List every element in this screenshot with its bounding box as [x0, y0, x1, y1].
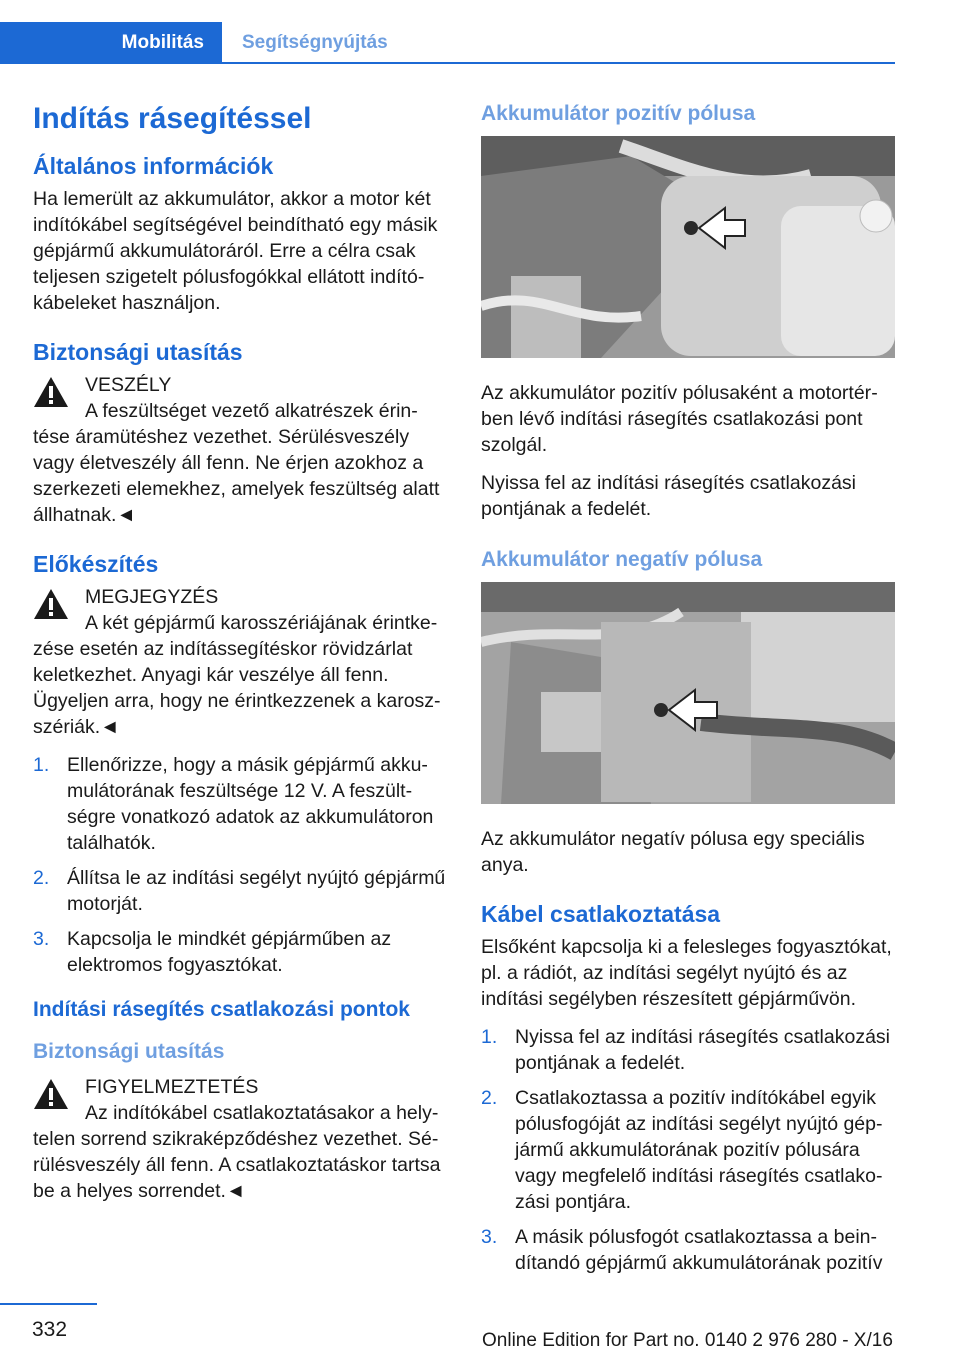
- page-number: 332: [32, 1318, 68, 1341]
- left-column: [33, 100, 447, 1216]
- danger-block: [33, 372, 447, 528]
- header-divider: [222, 62, 895, 64]
- negative-text: Az akkumulátor negatív pólusa egy speciális anya.: [481, 828, 865, 876]
- warning-label: FIGYELMEZTETÉS: [85, 1076, 259, 1098]
- engine-bay-image: [481, 582, 895, 804]
- prep-heading: Előkészítés: [33, 551, 159, 577]
- cable-text: Elsőként kapcsolja ki a felesleges fogyasztókat, pl. a rádiót, az indítási segélyt nyújtó és az indítási segélyben részesített gépjárművön.: [481, 936, 892, 1010]
- danger-label: VESZÉLY: [85, 374, 172, 396]
- list-item: 1. Ellenőrizze, hogy a másik gépjármű akkumulátorának feszültsége 12 V. A feszültségre vonatkozó adatok az akkumulátoron találhatók.: [33, 754, 434, 854]
- danger-text: A feszültséget vezető alkatrészek érintése áramütéshez vezethet. Sérülésveszély vagy életveszély áll fenn. Ne érjen azokhoz a szerkezeti elemekhez, amelyek feszültség alatt állhatnak.◄: [33, 400, 440, 526]
- list-item: 3. A másik pólusfogót csatlakoztassa a beindítandó gépjármű akkumulátorának pozitív: [481, 1226, 883, 1274]
- positive-text-1: Az akkumulátor pozitív pólusaként a motortérben lévő indítási rásegítés csatlakozási pont szolgál.: [481, 382, 878, 456]
- engine-bay-image: [481, 136, 895, 358]
- positive-heading: Akkumulátor pozitív pólusa: [481, 102, 756, 125]
- positive-pole-photo: [481, 136, 895, 358]
- points-safety-heading: Biztonsági utasítás: [33, 1040, 225, 1063]
- warning-block: [33, 1074, 447, 1204]
- page-title: Indítás rásegítéssel: [33, 102, 312, 135]
- tab-mobilitas[interactable]: Mobilitás: [0, 22, 222, 64]
- warning-text: Az indítókábel csatlakoztatásakor a helytelen sorrend szikraképződéshez vezethet. Sérülésveszély áll fenn. A csatlakoztatáskor tartsa be a helyes sorrendet.◄: [33, 1102, 441, 1202]
- general-heading: Általános információk: [33, 153, 274, 179]
- list-item: 2. Csatlakoztassa a pozitív indítókábel egyik pólusfogóját az indítási segélyt nyújtó gépjármű akkumulátorának pozitív pólusára vagy megfelelő indítási rásegítés csatlakozási pontjára.: [481, 1087, 883, 1213]
- warning-triangle-icon: [33, 1078, 69, 1110]
- note-text: A két gépjármű karosszériájának érintkezése esetén az indítássegítéskor rövidzárlat keletkezhet. Anyagi kár veszélye áll fenn. Ügyeljen arra, hogy ne érintkezzenek a karoszszériák.◄: [33, 612, 441, 738]
- negative-heading: Akkumulátor negatív pólusa: [481, 548, 763, 571]
- warning-triangle-icon: [33, 588, 69, 620]
- general-text: Ha lemerült az akkumulátor, akkor a motor két indítókábel segítségével beindítható egy másik gépjármű akkumulátoráról. Erre a célra csak teljesen szigetelt pólusfogókkal ellátott indítókábeleket használjon.: [33, 188, 438, 314]
- footer-divider: [0, 1303, 97, 1305]
- note-label: MEGJEGYZÉS: [85, 586, 219, 608]
- points-heading: Indítási rásegítés csatlakozási pontok: [33, 998, 410, 1021]
- header-tabs: [0, 22, 895, 64]
- note-block: [33, 584, 447, 740]
- safety-heading: Biztonsági utasítás: [33, 339, 243, 365]
- list-item: 2. Állítsa le az indítási segélyt nyújtó gépjármű motorját.: [33, 867, 446, 915]
- tab-segitsegnyujtas[interactable]: Segítségnyújtás: [242, 32, 388, 53]
- prep-steps: [33, 752, 447, 978]
- edition-text: Online Edition for Part no. 0140 2 976 280 - X/16: [482, 1330, 893, 1351]
- right-column: [481, 100, 895, 1288]
- cable-heading: Kábel csatlakoztatása: [481, 901, 721, 927]
- negative-pole-photo: [481, 582, 895, 804]
- list-item: 1. Nyissa fel az indítási rásegítés csatlakozási pontjának a fedelét.: [481, 1026, 890, 1074]
- cable-steps: [481, 1024, 895, 1276]
- list-item: 3. Kapcsolja le mindkét gépjárműben az elektromos fogyasztókat.: [33, 928, 392, 976]
- positive-text-2: Nyissa fel az indítási rásegítés csatlakozási pontjának a fedelét.: [481, 472, 856, 520]
- warning-triangle-icon: [33, 376, 69, 408]
